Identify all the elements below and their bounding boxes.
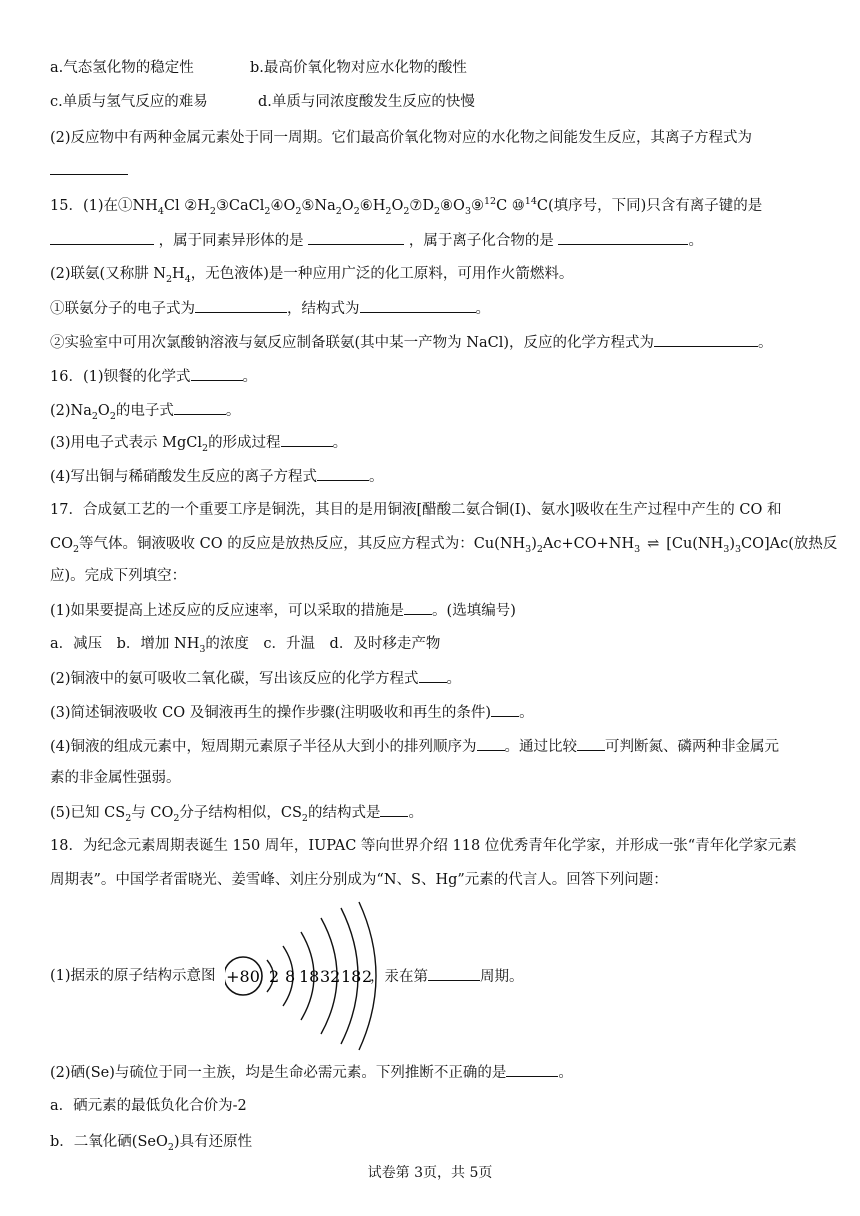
q16-text: O <box>97 403 110 419</box>
q15-text: 。 <box>757 335 773 351</box>
q17-line-3: 应)。完成下列填空： <box>50 568 187 584</box>
q15-text: Cl ②H <box>163 198 210 214</box>
q18-option-a: a．硒元素的最低负化合价为-2 <box>50 1098 247 1114</box>
answer-blank[interactable] <box>419 668 447 683</box>
answer-blank[interactable] <box>477 736 505 751</box>
q17-text: 分子结构相似，CS <box>179 805 302 821</box>
subscript: 2 <box>301 812 308 824</box>
q16-text: 。 <box>332 435 348 451</box>
subscript: 3 <box>464 205 471 217</box>
subscript: 2 <box>385 205 392 217</box>
q17-text: 。 <box>519 705 534 721</box>
q17-text: 等气体。铜液吸收 CO 的反应是放热反应，其反应方程式为：Cu(NH <box>79 536 526 552</box>
q15-text: C <box>536 198 548 214</box>
q18-text: SeO <box>137 1134 168 1150</box>
nucleus-charge: +80 <box>226 967 260 986</box>
subscript: 3 <box>199 643 206 655</box>
q17-text: CO]Ac(放热反 <box>741 536 838 552</box>
shell-electron-count: 8 <box>285 967 296 986</box>
answer-blank[interactable] <box>50 160 128 175</box>
subscript: 2 <box>173 812 180 824</box>
q17-text: (1)如果要提高上述反应的反应速率，可以采取的措施是 <box>50 603 405 619</box>
page-footer: 试卷第 3页，共 5页 <box>367 1165 493 1181</box>
equilibrium-arrow-icon: ⇌ <box>647 536 660 552</box>
q15-text: ，属于同素异形体的是 <box>158 233 304 249</box>
q17-text: 可判断氮、磷两种非金属元 <box>605 739 780 755</box>
q15-text: ①NH <box>118 198 158 214</box>
answer-blank[interactable] <box>428 966 480 981</box>
q16-part2 <box>50 400 240 421</box>
q15-text: ，无色液体)是一种应用广泛的化工原料，可用作火箭燃料。 <box>190 266 574 282</box>
subscript: 2 <box>536 543 543 555</box>
q16-text: 。 <box>225 403 241 419</box>
subscript: 2 <box>209 205 216 217</box>
superscript: 14 <box>524 196 537 208</box>
answer-blank[interactable] <box>654 332 758 347</box>
shell-electron-count: 32 <box>320 967 341 986</box>
q16-text: 的形成过程 <box>208 435 281 451</box>
q17-text: Ac+CO+NH <box>542 536 635 552</box>
q15-text: ⑧O <box>440 198 465 214</box>
q15-text: ⑤Na <box>301 198 336 214</box>
answer-blank[interactable] <box>317 466 369 481</box>
answer-blank[interactable] <box>577 736 605 751</box>
q17-text: 。(选填编号) <box>432 603 516 619</box>
q15-text: ①联氨分子的电子式为 <box>50 301 195 317</box>
answer-blank[interactable] <box>174 400 226 415</box>
q15-number: 15．(1)在 <box>50 198 118 214</box>
subscript: 2 <box>167 1141 174 1153</box>
q15-text: 。 <box>688 233 703 249</box>
q18-part2 <box>50 1062 573 1083</box>
q18-text: ，汞在第 <box>370 969 428 985</box>
answer-blank[interactable] <box>506 1062 558 1077</box>
q16-text: 。 <box>242 369 257 385</box>
q15-text: ④O <box>270 198 296 214</box>
answer-blank[interactable] <box>281 432 333 447</box>
subscript: 2 <box>72 543 80 555</box>
q18-option-b <box>50 1132 252 1152</box>
q15-text: 。 <box>475 301 490 317</box>
answer-blank[interactable] <box>380 802 408 817</box>
q16-text: 。 <box>369 469 384 485</box>
q17-part4-line-2: 素的非金属性强弱。 <box>50 770 181 786</box>
q14-part2-answer <box>50 160 128 181</box>
q14-options-row-2 <box>50 92 475 112</box>
q15-text: C ⑩ <box>496 198 525 214</box>
q15-text: ，属于离子化合物的是 <box>408 233 554 249</box>
q17-text: 。 <box>446 671 462 687</box>
q17-text: (2)铜液中的氨可吸收二氧化碳，写出该反应的化学方程式 <box>50 671 419 687</box>
q18-line-2: 周期表”。中国学者雷晓光、姜雪峰、刘庄分别成为“N、S、Hg”元素的代言人。回答下列问题： <box>50 872 668 888</box>
q17-text: CO <box>50 536 73 552</box>
q15-text: ⑨ <box>470 198 484 214</box>
answer-blank[interactable] <box>195 298 287 313</box>
subscript: 4 <box>184 273 191 285</box>
q15-text: O <box>391 198 404 214</box>
q15-text: ⑥H <box>359 198 386 214</box>
q17-text: (3)简述铜液吸收 CO 及铜液再生的操作步骤(注明吸收和再生的条件) <box>50 705 492 721</box>
q15-text: (2)联氨(又称肼 N <box>50 266 166 282</box>
subscript: 3 <box>634 543 641 555</box>
subscript: 4 <box>157 205 164 217</box>
q14-option-a: a.气态氢化物的稳定性 <box>50 60 194 76</box>
subscript: 2 <box>434 205 441 217</box>
q15-text: ⑦D <box>409 198 434 214</box>
answer-blank[interactable] <box>404 600 432 615</box>
subscript: 2 <box>353 205 360 217</box>
q17-text: (4)铜液的组成元素中，短周期元素原子半径从大到小的排列顺序为 <box>50 739 477 755</box>
q17-part2 <box>50 668 461 689</box>
q17-text: (5)已知 CS <box>50 805 126 821</box>
q18-text: 。 <box>558 1065 573 1081</box>
q18-part1-suffix <box>370 966 524 987</box>
q14-option-d: d.单质与同浓度酸发生反应的快慢 <box>258 94 475 110</box>
q15-sub2 <box>50 332 772 353</box>
subscript: 2 <box>91 410 98 422</box>
q17-part3 <box>50 702 534 723</box>
subscript: 3 <box>525 543 532 555</box>
q17-text: ) <box>729 536 735 552</box>
q15-text: O <box>341 198 354 214</box>
answer-blank[interactable] <box>191 366 243 381</box>
subscript: 2 <box>295 205 302 217</box>
answer-blank[interactable] <box>491 702 519 717</box>
q17-part4 <box>50 736 779 757</box>
q14-option-b: b.最高价氧化物对应水化物的酸性 <box>250 60 467 76</box>
q15-text: ③CaCl <box>215 198 265 214</box>
subscript: 2 <box>264 205 271 217</box>
shell-electron-count: 18 <box>341 967 362 986</box>
answer-blank[interactable] <box>360 298 476 313</box>
subscript: 2 <box>403 205 410 217</box>
shell-electron-count: 2 <box>269 967 280 986</box>
q14-option-c: c.单质与氢气反应的难易 <box>50 94 208 110</box>
q17-line-2 <box>50 534 837 554</box>
q17-text: 的结构式是 <box>307 805 381 821</box>
subscript: 3 <box>723 543 730 555</box>
q14-options-row-1 <box>50 58 467 78</box>
q17-text: 。 <box>408 805 423 821</box>
answer-blank[interactable] <box>50 230 154 245</box>
q18-text: 周期。 <box>480 969 524 985</box>
q15-text: ，结构式为 <box>287 301 360 317</box>
answer-blank[interactable] <box>558 230 688 245</box>
q16-text: (4)写出铜与稀硝酸发生反应的离子方程式 <box>50 469 318 485</box>
q15-sub1 <box>50 298 490 319</box>
shell-electron-count: 18 <box>299 967 320 986</box>
q15-text: H <box>172 266 185 282</box>
q17-text: 的浓度 c．升温 d．及时移走产物 <box>205 636 441 652</box>
mercury-atom-structure-diagram <box>225 896 385 1056</box>
q17-text: 。通过比较 <box>504 739 578 755</box>
q17-text: ) <box>531 536 537 552</box>
q15-text: ②实验室中可用次氯酸钠溶液与氨反应制备联氨(其中某一产物为 NaCl)，反应的化学方程式为 <box>50 335 654 351</box>
q16-part4 <box>50 466 384 487</box>
q17-text: [Cu(NH <box>666 536 724 552</box>
q18-part1-prefix: (1)据汞的原子结构示意图 <box>50 968 216 984</box>
subscript: 2 <box>166 273 173 285</box>
q15-line-1 <box>50 196 762 216</box>
subscript: 2 <box>335 205 342 217</box>
q17-part5 <box>50 802 423 823</box>
subscript: 2 <box>109 410 116 422</box>
q17-options <box>50 634 440 654</box>
q14-part2: (2)反应物中有两种金属元素处于同一周期。它们最高价氧化物对应的水化物之间能发生反应，其离子方程式为 <box>50 130 753 146</box>
q17-text: 与 CO <box>131 805 174 821</box>
q16-part1 <box>50 366 257 387</box>
q16-text: (2)Na <box>50 403 92 419</box>
q18-line-1: 18．为纪念元素周期表诞生 150 周年，IUPAC 等向世界介绍 118 位优秀青年化学家，并形成一张“青年化学家元素 <box>50 838 797 854</box>
q17-line-1: 17．合成氨工艺的一个重要工序是铜洗，其目的是用铜液[醋酸二氨合铜(I)、氨水]吸收在生产过程中产生的 CO 和 <box>50 502 782 518</box>
superscript: 12 <box>483 196 497 208</box>
q18-text: (2)硒(Se)与硫位于同一主族，均是生命必需元素。下列推断不正确的是 <box>50 1065 507 1081</box>
q15-text: (填序号，下同)只含有离子键的是 <box>547 198 763 214</box>
shell-electron-count: 2 <box>362 967 373 986</box>
q17-text: a．减压 b．增加 NH <box>50 636 200 652</box>
q18-text: )具有还原性 <box>173 1134 253 1150</box>
q18-text: b．二氧化硒( <box>50 1134 138 1150</box>
answer-blank[interactable] <box>308 230 404 245</box>
q16-text: 16．(1)钡餐的化学式 <box>50 369 191 385</box>
q15-part2 <box>50 264 573 284</box>
q15-line-2 <box>50 230 703 251</box>
subscript: 3 <box>735 543 742 555</box>
subscript: 2 <box>125 812 132 824</box>
q16-text: (3)用电子式表示 MgCl <box>50 435 203 451</box>
q17-part1 <box>50 600 516 621</box>
q16-part3 <box>50 432 347 453</box>
q16-text: 的电子式 <box>115 403 174 419</box>
subscript: 2 <box>202 442 209 454</box>
